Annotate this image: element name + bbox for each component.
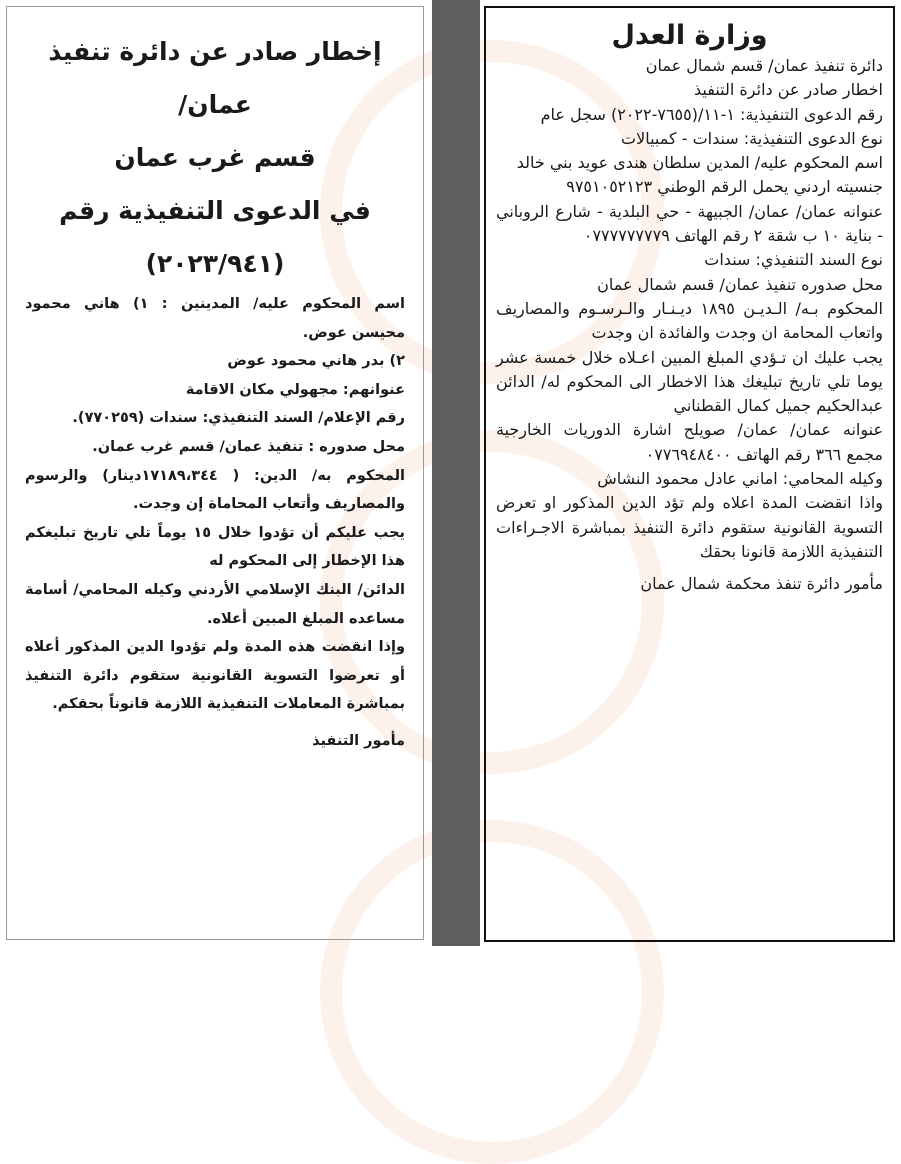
right-line: اخطار صادر عن دائرة التنفيذ [694, 80, 883, 100]
left-paragraph: اسم المحكوم عليه/ المدينين : ١) هاني محمود محيسن عوض. [25, 296, 405, 341]
right-line: محل صدوره تنفيذ عمان/ قسم شمال عمان [597, 274, 883, 294]
right-notice-body [496, 54, 883, 597]
right-line: اسم المحكوم عليه/ المدين سلطان هندى عويد بني خالد [516, 153, 883, 173]
right-line: وكيله المحامي: اماني عادل محمود النشاش [597, 469, 883, 489]
left-notice-heading [25, 25, 405, 290]
column-divider [432, 0, 480, 946]
left-signature: مأمور التنفيذ [312, 732, 405, 749]
left-notice [6, 6, 424, 940]
left-notice-body [25, 290, 405, 756]
right-notice [484, 6, 895, 942]
right-line: يجب عليك ان تـؤدي المبلغ المبين اعـلاه خلال خمسة عشر يوما تلي تاريخ تبليغك هذا الاخطار الى المحكوم له/ الدائن عبدالحكيم جميل كمال القطناني [496, 347, 883, 416]
right-line: المحكوم بـه/ الـديـن ١٨٩٥ ديـنـار والـرسـوم والمصاريف واتعاب المحامة ان وجدت والفائدة ان وجدت [496, 298, 884, 343]
left-paragraph: ٢) بدر هاني محمود عوض [227, 353, 405, 370]
right-line: رقم الدعوى التنفيذية: ١-١١/(٧٦٥٥-٢٠٢٢) سجل عام [540, 104, 883, 124]
left-paragraph: عنوانهم: مجهولي مكان الاقامة [185, 381, 405, 398]
left-notice-title-line: إخطار صادر عن دائرة تنفيذ عمان/ [48, 37, 382, 119]
right-signature: مأمور دائرة تنفذ محكمة شمال عمان [640, 574, 883, 594]
left-notice-case-number: (٢٠٢٣/٩٤١) [145, 249, 285, 278]
right-line: نوع السند التنفيذي: سندات [704, 250, 883, 270]
left-paragraph: يجب عليكم أن تؤدوا خلال ١٥ يوماً تلي تاريخ تبليغكم هذا الإخطار إلى المحكوم له [25, 524, 405, 570]
left-notice-title-line: قسم غرب عمان [114, 143, 316, 172]
right-line: واذا انقضت المدة اعلاه ولم تؤد الدين المذكور او تعرض التسوية القانونية ستقوم دائرة التنفيذ بمباشرة الاجـراءات التنفيذية اللازمة قانونا بحقك [496, 493, 883, 561]
right-line: نوع الدعوى التنفيذية: سندات - كمبيالات [621, 128, 883, 148]
right-line: جنسيته اردني يحمل الرقم الوطني ٩٧٥١٠٥٢١٢٣ [566, 177, 883, 197]
right-line: عنوانه عمان/ عمان/ صويلح اشارة الدوريات الخارجية مجمع ٣٦٦ رقم الهاتف ٠٧٧٦٩٤٨٤٠٠ [496, 420, 883, 464]
right-notice-title: وزارة العدل [611, 20, 768, 51]
left-paragraph: رقم الإعلام/ السند التنفيذي: سندات (٧٧٠٢٥٩). [72, 410, 405, 427]
left-paragraph: وإذا انقضت هذه المدة ولم تؤدوا الدين المذكور أعلاه أو تعرضوا التسوية القانونية ستقوم دائرة التنفيذ بمباشرة المعاملات التنفيذية اللازمة قانوناً بحقكم. [25, 639, 405, 713]
left-notice-title-line: في الدعوى التنفيذية رقم [59, 196, 371, 225]
left-paragraph: محل صدوره : تنفيذ عمان/ قسم غرب عمان. [92, 438, 405, 455]
left-paragraph: الدائن/ البنك الإسلامي الأردني وكيله المحامي/ أسامة مساعده المبلغ المبين أعلاه. [25, 581, 405, 627]
right-line: عنوانه عمان/ عمان/ الجبيهة - حي البلدية - شارع الروباني - بناية ١٠ ب شقة ٢ رقم الهاتف ٠٧٧٧٧٧٧٧٧٩ [496, 201, 883, 246]
right-line: دائرة تنفيذ عمان/ قسم شمال عمان [645, 56, 883, 75]
left-paragraph: المحكوم به/ الدين: ( ١٧١٨٩،٣٤٤دينار) والرسوم والمصاريف وأتعاب المحاماة إن وجدت. [25, 467, 406, 513]
